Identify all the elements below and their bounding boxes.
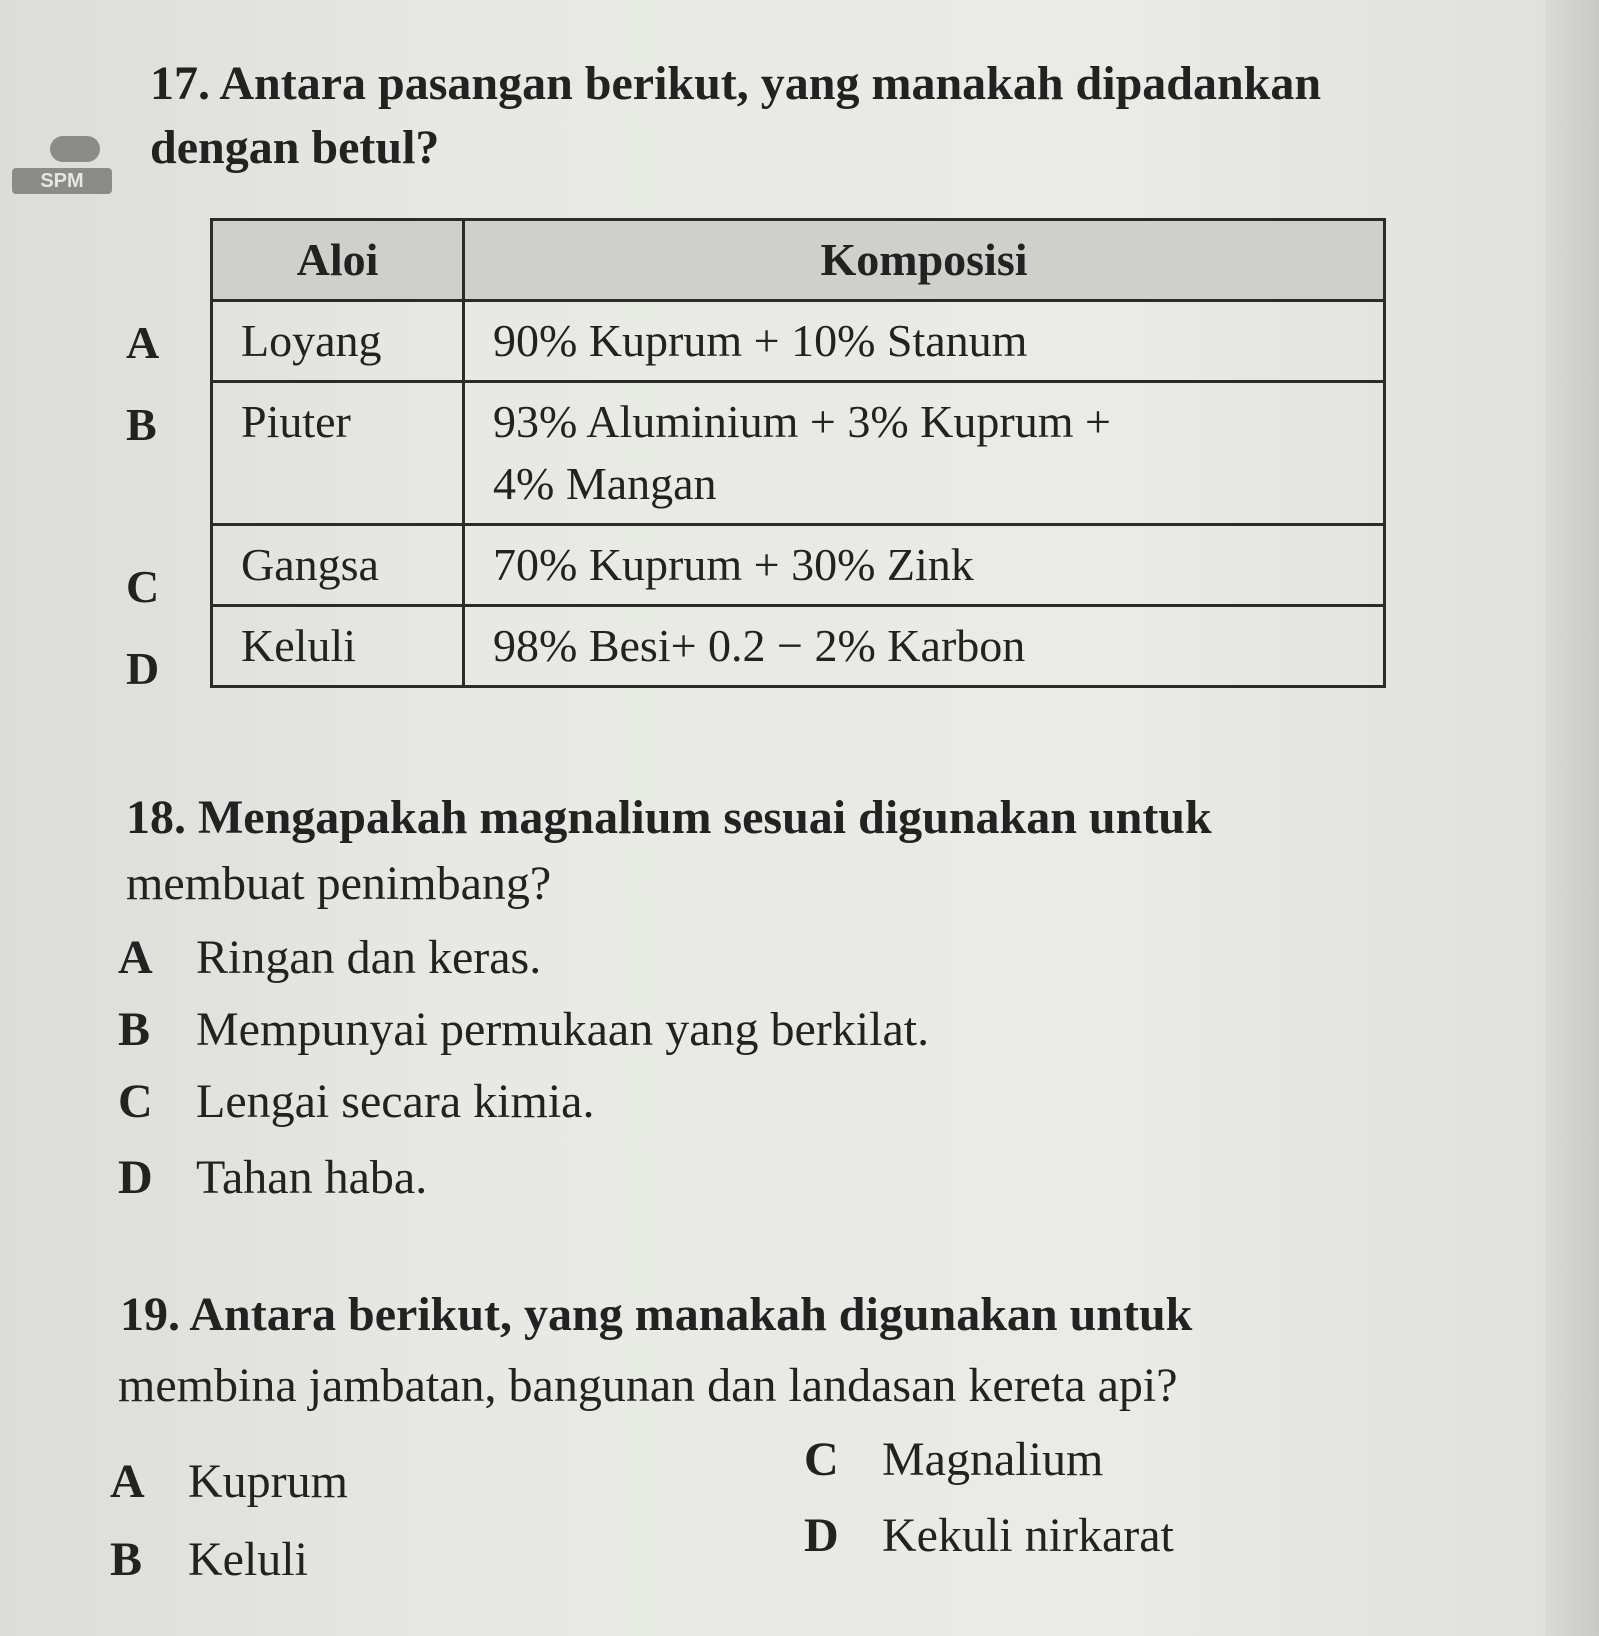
question-18-option-d: D Tahan haba.: [118, 1151, 428, 1204]
question-17-stem-line1: 17. Antara pasangan berikut, yang manakah dipadankan: [150, 57, 1322, 110]
table-header-row: [212, 220, 1385, 301]
header-komposisi: Komposisi: [464, 220, 1385, 301]
alloy-table: [210, 218, 1386, 688]
row-letter-c: C: [126, 561, 160, 612]
spm-badge-icon: [12, 136, 122, 196]
badge-spm-label: SPM: [12, 168, 112, 194]
question-18-stem-line1: 18. Mengapakah magnalium sesuai digunakan untuk: [126, 791, 1212, 844]
question-19-stem-line1: 19. Antara berikut, yang manakah digunakan untuk: [120, 1288, 1193, 1341]
question-18: [126, 786, 1416, 850]
alloy-name: Piuter: [212, 382, 464, 525]
row-letter-d: D: [126, 643, 160, 694]
table-row: [212, 382, 1385, 525]
alloy-composition: 98% Besi+ 0.2 − 2% Karbon: [464, 606, 1385, 687]
question-19: [120, 1283, 1440, 1347]
alloy-composition: 93% Aluminium + 3% Kuprum + 4% Mangan: [464, 382, 1385, 525]
question-18-option-b: B Mempunyai permukaan yang berkilat.: [118, 1003, 930, 1056]
badge-year-tag: [50, 136, 100, 162]
question-19-option-d: D Kekuli nirkarat: [804, 1509, 1174, 1562]
alloy-name: Keluli: [212, 606, 464, 687]
question-19-stem-line2: membina jambatan, bangunan dan landasan kereta api?: [118, 1359, 1178, 1412]
question-18-stem-line2: membuat penimbang?: [126, 857, 552, 910]
alloy-name: Gangsa: [212, 525, 464, 606]
question-18-option-a: A Ringan dan keras.: [118, 931, 542, 984]
header-aloi: Aloi: [212, 220, 464, 301]
table-row: [212, 525, 1385, 606]
question-17: [150, 52, 1390, 180]
row-letter-b: B: [126, 399, 157, 450]
question-19-option-a: A Kuprum: [110, 1455, 348, 1508]
alloy-composition: 90% Kuprum + 10% Stanum: [464, 301, 1385, 382]
alloy-composition: 70% Kuprum + 30% Zink: [464, 525, 1385, 606]
question-19-option-c: C Magnalium: [804, 1433, 1104, 1486]
question-19-option-b: B Keluli: [110, 1533, 308, 1586]
page-edge-shadow: [1545, 0, 1599, 1636]
table-row: [212, 301, 1385, 382]
alloy-name: Loyang: [212, 301, 464, 382]
question-17-stem-line2: dengan betul?: [150, 121, 440, 174]
question-18-option-c: C Lengai secara kimia.: [118, 1075, 595, 1128]
table-row: [212, 606, 1385, 687]
row-letter-a: A: [126, 317, 160, 368]
